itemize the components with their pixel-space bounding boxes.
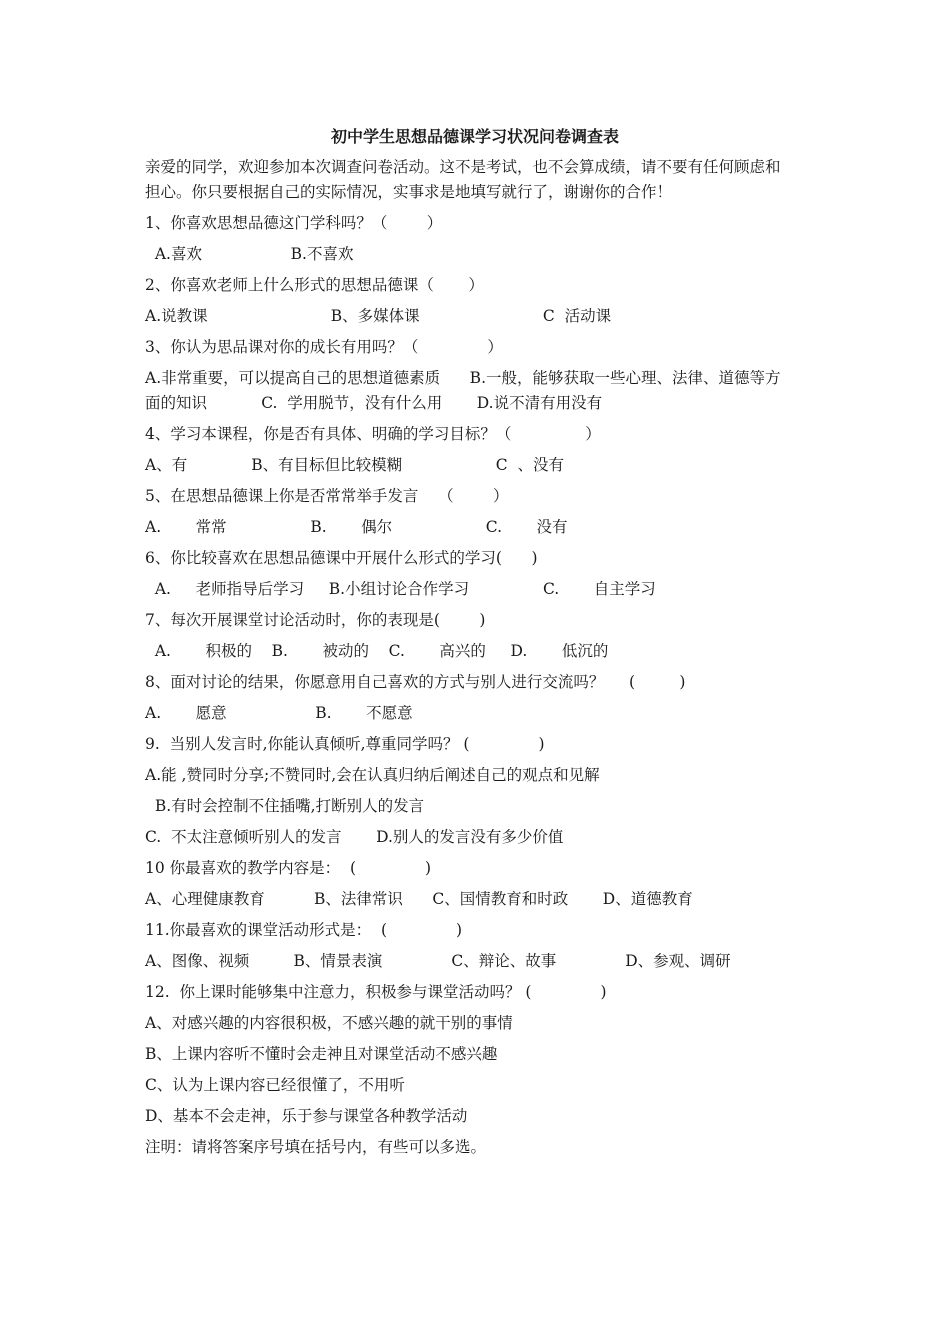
question-9-option-b: B.有时会控制不住插嘴,打断别人的发言	[145, 797, 425, 815]
question-4: 4、学习本课程，你是否有具体、明确的学习目标？（ ）	[145, 425, 601, 443]
footer-note: 注明：请将答案序号填在括号内，有些可以多选。	[145, 1138, 487, 1156]
question-12-option-a: A、对感兴趣的内容很积极，不感兴趣的就干别的事情	[145, 1014, 513, 1032]
question-8: 8、面对讨论的结果，你愿意用自己喜欢的方式与别人进行交流吗？ ( )	[145, 673, 686, 691]
question-3-options-line-1: A.非常重要，可以提高自己的思想道德素质 B.一般，能够获取一些心理、法律、道德等方	[145, 369, 781, 387]
question-5: 5、在思想品德课上你是否常常举手发言 （ ）	[145, 487, 509, 505]
question-12: 12. 你上课时能够集中注意力，积极参与课堂活动吗？ ( )	[145, 983, 607, 1001]
question-1: 1、你喜欢思想品德这门学科吗？（ ）	[145, 214, 443, 232]
question-12-option-c: C、认为上课内容已经很懂了，不用听	[145, 1076, 405, 1094]
intro-line-2: 担心。你只要根据自己的实际情况，实事求是地填写就行了，谢谢你的合作！	[145, 183, 673, 201]
question-2: 2、你喜欢老师上什么形式的思想品德课（ ）	[145, 276, 484, 294]
question-10-options: A、心理健康教育 B、法律常识 C、国情教育和时政 D、道德教育	[145, 890, 693, 908]
question-7: 7、每次开展课堂讨论活动时，你的表现是( )	[145, 611, 486, 629]
question-10: 10 你最喜欢的教学内容是： ( )	[145, 859, 432, 877]
page-title: 初中学生思想品德课学习状况问卷调查表	[330, 127, 619, 146]
question-3-options-line-2: 面的知识 C. 学用脱节，没有什么用 D.说不清有用没有	[145, 394, 603, 412]
question-6: 6、你比较喜欢在思想品德课中开展什么形式的学习( )	[145, 549, 538, 567]
question-12-option-b: B、上课内容听不懂时会走神且对课堂活动不感兴趣	[145, 1045, 498, 1063]
question-6-options: A. 老师指导后学习 B.小组讨论合作学习 C. 自主学习	[145, 580, 656, 598]
question-2-options: A.说教课 B、多媒体课 C 活动课	[145, 307, 612, 325]
question-8-options: A. 愿意 B. 不愿意	[145, 704, 413, 722]
question-5-options: A. 常常 B. 偶尔 C. 没有	[145, 518, 568, 536]
intro-line-1: 亲爱的同学，欢迎参加本次调查问卷活动。这不是考试，也不会算成绩，请不要有任何顾虑和	[145, 158, 781, 176]
question-9: 9. 当别人发言时,你能认真倾听,尊重同学吗？ ( )	[145, 735, 545, 753]
question-12-option-d: D、基本不会走神，乐于参与课堂各种教学活动	[145, 1107, 468, 1125]
question-9-option-a: A.能 ,赞同时分享;不赞同时,会在认真归纳后阐述自己的观点和见解	[145, 766, 600, 784]
question-3: 3、你认为思品课对你的成长有用吗？（ ）	[145, 338, 503, 356]
question-11-options: A、图像、视频 B、情景表演 C、辩论、故事 D、参观、调研	[145, 952, 731, 970]
question-9-options-cd: C. 不太注意倾听别人的发言 D.别人的发言没有多少价值	[145, 828, 564, 846]
question-7-options: A. 积极的 B. 被动的 C. 高兴的 D. 低沉的	[145, 642, 609, 660]
question-1-options: A.喜欢 B.不喜欢	[145, 245, 354, 263]
question-4-options: A、有 B、有目标但比较模糊 C 、没有	[145, 456, 564, 474]
question-11: 11.你最喜欢的课堂活动形式是： ( )	[145, 921, 463, 939]
